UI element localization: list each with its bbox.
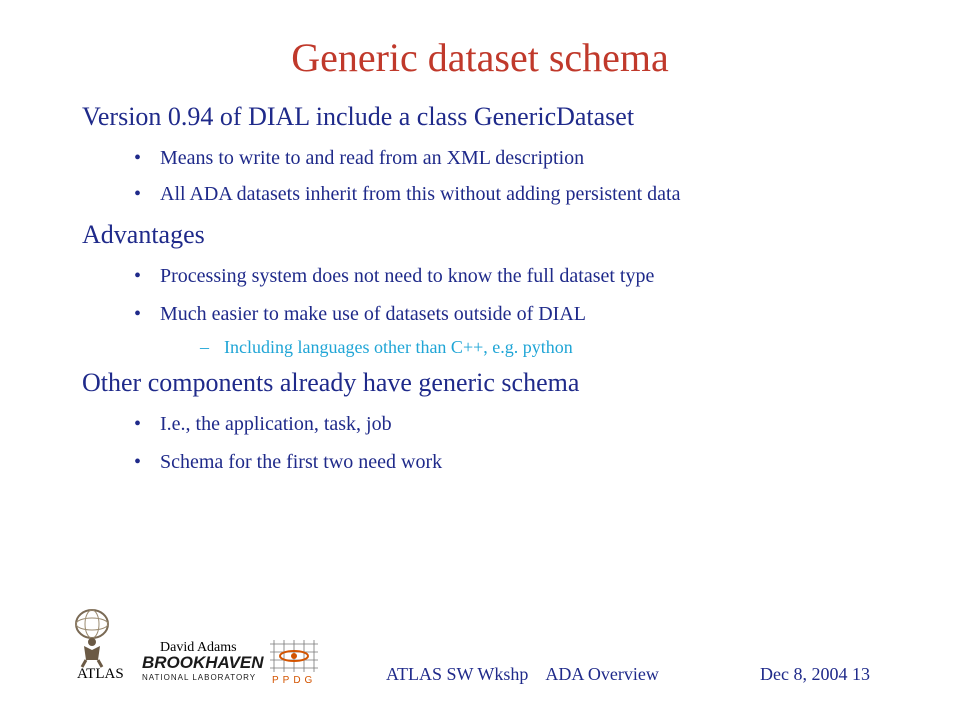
bullet-item: • Means to write to and read from an XML description	[134, 147, 585, 169]
slide-title: Generic dataset schema	[291, 35, 669, 80]
brookhaven-logo-subtitle: NATIONAL LABORATORY	[142, 673, 257, 682]
heading-version: Version 0.94 of DIAL include a class GenericDataset	[82, 102, 635, 131]
ppdg-logo	[266, 636, 324, 686]
footer-atlas-label: ATLAS	[77, 666, 124, 682]
heading-advantages: Advantages	[82, 220, 205, 249]
bullet-item: • I.e., the application, task, job	[134, 413, 392, 435]
footer-date-page: Dec 8, 2004 13	[760, 664, 870, 684]
atlas-figure-logo	[62, 606, 132, 668]
brookhaven-logo	[138, 650, 266, 684]
bullet-item: • All ADA datasets inherit from this without adding persistent data	[134, 183, 681, 205]
bullet-item: • Processing system does not need to know the full dataset type	[134, 265, 655, 287]
footer-center-text: ATLAS SW Wkshp ADA Overview	[386, 664, 659, 684]
slide-content	[82, 98, 922, 474]
bullet-item: • Much easier to make use of datasets outside of DIAL	[134, 303, 586, 325]
brookhaven-logo-title: BROOKHAVEN	[142, 653, 264, 672]
ppdg-logo-text: PPDG	[272, 675, 317, 686]
bullet-item: • Schema for the first two need work	[134, 451, 443, 473]
footer-author: David Adams	[160, 640, 237, 655]
sub-bullet-item: – Including languages other than C++, e.g. python	[200, 337, 573, 357]
heading-other-components: Other components already have generic schema	[82, 368, 580, 397]
